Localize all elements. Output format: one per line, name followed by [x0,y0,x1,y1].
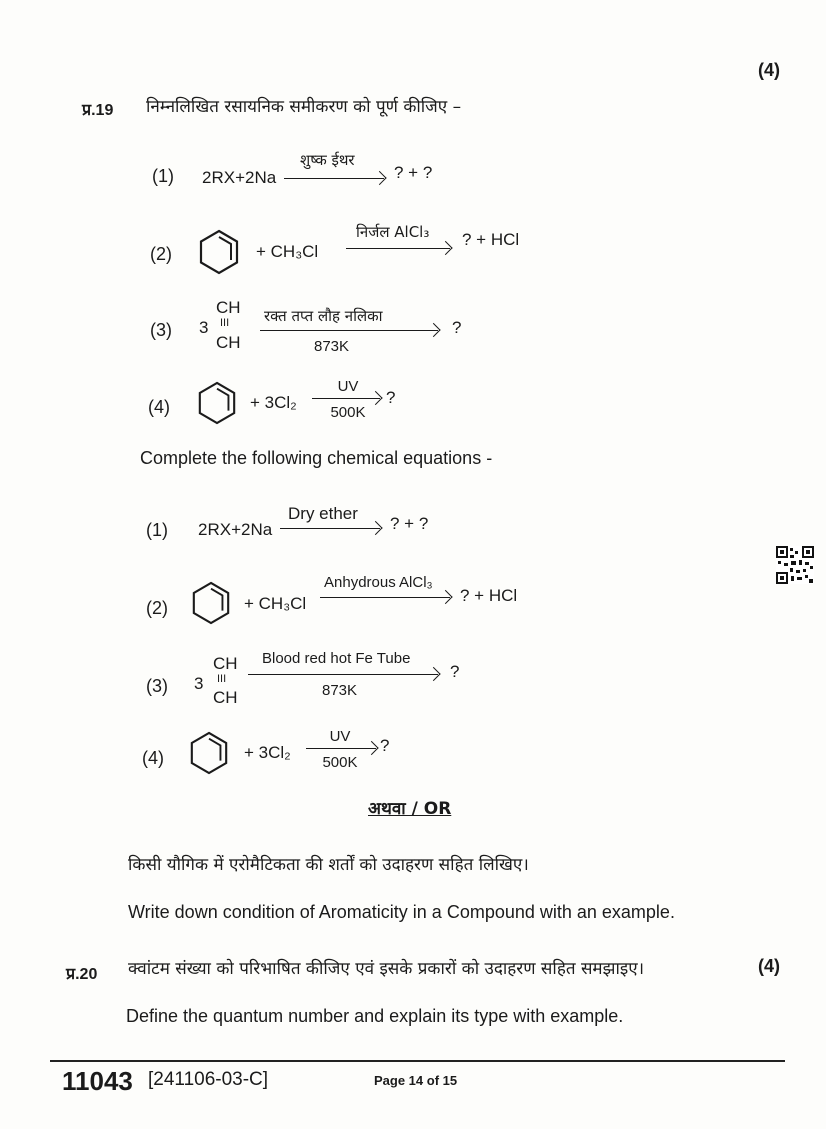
english-eq2-condition: Anhydrous AlCl₃ [324,574,433,591]
hindi-eq2-number: (2) [150,244,172,264]
hindi-eq3-coefficient: 3 [199,318,209,337]
hindi-eq3-temperature: 873K [314,338,350,355]
english-eq3-condition: Blood red hot Fe Tube [262,650,411,667]
english-eq2-reactant: + CH₃Cl [244,594,307,613]
english-eq4-reactant: + 3Cl₂ [244,743,291,762]
hindi-eq2-condition: निर्जल AlCl₃ [356,223,430,241]
hindi-eq3-arrow [260,330,438,331]
benzene-ring-icon [190,580,232,626]
hindi-eq2-products: ? + HCl [462,230,520,249]
hindi-eq3-triple-bond: III [220,317,230,329]
english-eq2-number: (2) [146,598,168,618]
or-separator: अथवा / OR [368,799,452,819]
hindi-eq1-condition: शुष्क ईथर [300,151,355,169]
english-eq1-reactants: 2RX+2Na [198,520,273,539]
benzene-ring-icon [196,380,238,426]
hindi-eq3-number: (3) [150,320,172,340]
hindi-eq4-reactant: + 3Cl₂ [250,393,297,412]
hindi-eq3-ch-top: CH [216,298,241,317]
hindi-eq3-product: ? [452,318,462,337]
english-eq4-product: ? [380,736,390,755]
question-19-number: प्र.19 [82,102,114,119]
hindi-eq2-arrow [346,248,450,249]
english-eq3-ch-top: CH [213,654,238,673]
hindi-eq4-arrow [312,398,380,399]
hindi-eq1-products: ? + ? [394,163,433,182]
english-eq1-products: ? + ? [390,514,429,533]
footer-paper-code: [241106-03-C] [148,1069,269,1090]
hindi-eq1-reactants: 2RX+2Na [202,168,277,187]
question-19-english-title: Complete the following chemical equations - [140,448,493,468]
english-eq3-arrow [248,674,438,675]
footer-code: 11043 [62,1066,133,1096]
benzene-ring-icon [188,730,230,776]
english-eq2-arrow [320,597,450,598]
hindi-eq3-condition: रक्त तप्त लौह नलिका [264,307,383,325]
english-eq2-products: ? + HCl [460,586,518,605]
hindi-eq2-reactant: + CH₃Cl [256,242,319,261]
footer-page-number: Page 14 of 15 [374,1073,458,1088]
english-eq3-product: ? [450,662,460,681]
english-eq3-ch-bottom: CH [213,688,238,707]
question-20-english: Define the quantum number and explain its type with example. [126,1006,624,1026]
question-20-number: प्र.20 [66,966,98,983]
english-eq3-temperature: 873K [322,682,358,699]
question-20-hindi: क्वांटम संख्या को परिभाषित कीजिए एवं इसके प्रकारों को उदाहरण सहित समझाइए। [128,959,645,979]
english-eq3-coefficient: 3 [194,674,204,693]
hindi-eq4-condition: UV [337,378,359,395]
hindi-eq4-temperature: 500K [330,404,366,421]
top-marks: (4) [758,60,780,80]
qr-code-icon [776,546,814,584]
hindi-eq4-number: (4) [148,397,170,417]
or-question-english: Write down condition of Aromaticity in a Compound with an example. [128,902,675,922]
english-eq3-number: (3) [146,676,168,696]
question-20-marks: (4) [758,956,780,976]
hindi-eq1-number: (1) [152,166,174,186]
english-eq4-arrow [306,748,376,749]
english-eq4-condition: UV [329,728,351,745]
or-question-hindi: किसी यौगिक में एरोमैटिकता की शर्तों को उदाहरण सहित लिखिए। [128,855,529,875]
english-eq4-temperature: 500K [322,754,358,771]
question-19-hindi-title: निम्नलिखित रसायनिक समीकरण को पूर्ण कीजिए – [146,97,462,117]
footer-divider [50,1060,785,1062]
hindi-eq1-arrow [284,178,384,179]
english-eq3-triple-bond: III [217,673,227,685]
english-eq1-arrow [280,528,380,529]
hindi-eq3-ch-bottom: CH [216,333,241,352]
hindi-eq4-product: ? [386,388,396,407]
english-eq1-number: (1) [146,520,168,540]
benzene-ring-icon [197,228,241,276]
english-eq1-condition: Dry ether [288,504,358,523]
english-eq4-number: (4) [142,748,164,768]
